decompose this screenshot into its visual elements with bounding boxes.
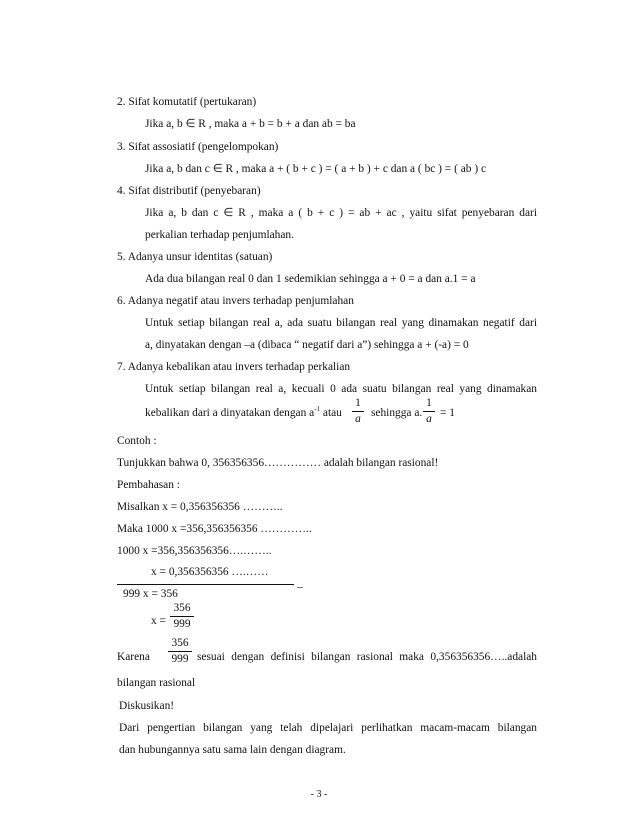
contoh-soal: Tunjukkan bahwa 0, 356356356…………… adalah bilangan rasional! xyxy=(117,457,439,469)
prop-7-title: 7. Adanya kebalikan atau invers terhadap perkalian xyxy=(117,361,351,373)
fraction-bar xyxy=(352,411,364,412)
page-number: - 3 - xyxy=(310,789,328,800)
fraction-denominator: a xyxy=(426,413,432,425)
prop-2-title: 2. Sifat komutatif (pertukaran) xyxy=(117,96,257,108)
fraction-denominator: 999 xyxy=(173,618,191,630)
diskusi-label: Diskusikan! xyxy=(119,700,175,712)
fraction-356-999-inline xyxy=(168,637,192,666)
prop-3-title: 3. Sifat assosiatif (pengelompokan) xyxy=(117,141,279,153)
prop-7-text-d: = 1 xyxy=(440,407,455,419)
prop-7-text-2 xyxy=(145,406,342,420)
fraction-denominator: 999 xyxy=(171,653,189,665)
diskusi-line-1: Dari pengertian bilangan yang telah dipelajari perlihatkan macam-macam bilangan xyxy=(119,722,537,734)
fraction-one-over-a-2 xyxy=(423,397,435,426)
subtraction-rule xyxy=(117,584,294,585)
prop-4-title: 4. Sifat distributif (penyebaran) xyxy=(117,185,261,197)
fraction-one-over-a-1 xyxy=(352,397,364,426)
prop-2-text: Jika a, b ∈ R , maka a + b = b + a dan ab = ba xyxy=(145,118,356,130)
prop-4-text-1: Jika a, b dan c ∈ R , maka a ( b + c ) = ab + ac , yaitu sifat penyebaran dari xyxy=(145,207,537,219)
contoh-label: Contoh : xyxy=(117,435,157,447)
fraction-numerator: 1 xyxy=(426,397,432,409)
prop-7-text-b: atau xyxy=(320,407,342,419)
step-1: Misalkan x = 0,356356356 ……….. xyxy=(117,501,283,513)
prop-7-text-c: sehingga a. xyxy=(371,407,423,419)
karena-text: sesuai dengan definisi bilangan rasional maka 0,356356356…..adalah xyxy=(197,651,537,663)
step-result: 999 x = 356 xyxy=(123,588,178,600)
fraction-denominator: a xyxy=(355,413,361,425)
step-3: 1000 x =356,356356356….…….. xyxy=(117,545,272,557)
prop-6-title: 6. Adanya negatif atau invers terhadap penjumlahan xyxy=(117,295,354,307)
prop-6-text-2: a, dinyatakan dengan –a (dibaca “ negatif dari a”) sehingga a + (-a) = 0 xyxy=(145,339,469,351)
fraction-numerator: 1 xyxy=(355,397,361,409)
karena-text-2: bilangan rasional xyxy=(117,677,196,689)
prop-7-superscript: -1 xyxy=(314,405,321,414)
prop-7-text-1: Untuk setiap bilangan real a, kecuali 0 ada suatu bilangan real yang dinamakan xyxy=(145,383,537,395)
prop-6-text-1: Untuk setiap bilangan real a, ada suatu bilangan real yang dinamakan negatif dari xyxy=(145,317,537,329)
fraction-356-999 xyxy=(170,602,194,631)
fraction-bar xyxy=(168,651,192,652)
diskusi-line-2: dan hubungannya satu sama lain dengan diagram. xyxy=(119,744,346,756)
prop-4-text-2: perkalian terhadap penjumlahan. xyxy=(145,229,294,241)
prop-5-text: Ada dua bilangan real 0 dan 1 sedemikian sehingga a + 0 = a dan a.1 = a xyxy=(145,273,476,285)
fraction-bar xyxy=(423,411,435,412)
fraction-numerator: 356 xyxy=(171,637,189,649)
x-equals: x = xyxy=(151,615,166,627)
prop-3-text: Jika a, b dan c ∈ R , maka a + ( b + c ) = ( a + b ) + c dan a ( bc ) = ( ab ) c xyxy=(145,163,487,175)
step-2: Maka 1000 x =356,356356356 ………….. xyxy=(117,523,312,535)
fraction-bar xyxy=(170,616,194,617)
step-subtract-line: x = 0,356356356 ….…… xyxy=(151,566,269,578)
fraction-numerator: 356 xyxy=(173,602,191,614)
karena-word: Karena xyxy=(117,651,150,663)
prop-5-title: 5. Adanya unsur identitas (satuan) xyxy=(117,251,273,263)
prop-7-text-a: kebalikan dari a dinyatakan dengan a xyxy=(145,407,315,419)
pembahasan-label: Pembahasan : xyxy=(117,479,180,491)
minus-sign: – xyxy=(297,581,303,593)
